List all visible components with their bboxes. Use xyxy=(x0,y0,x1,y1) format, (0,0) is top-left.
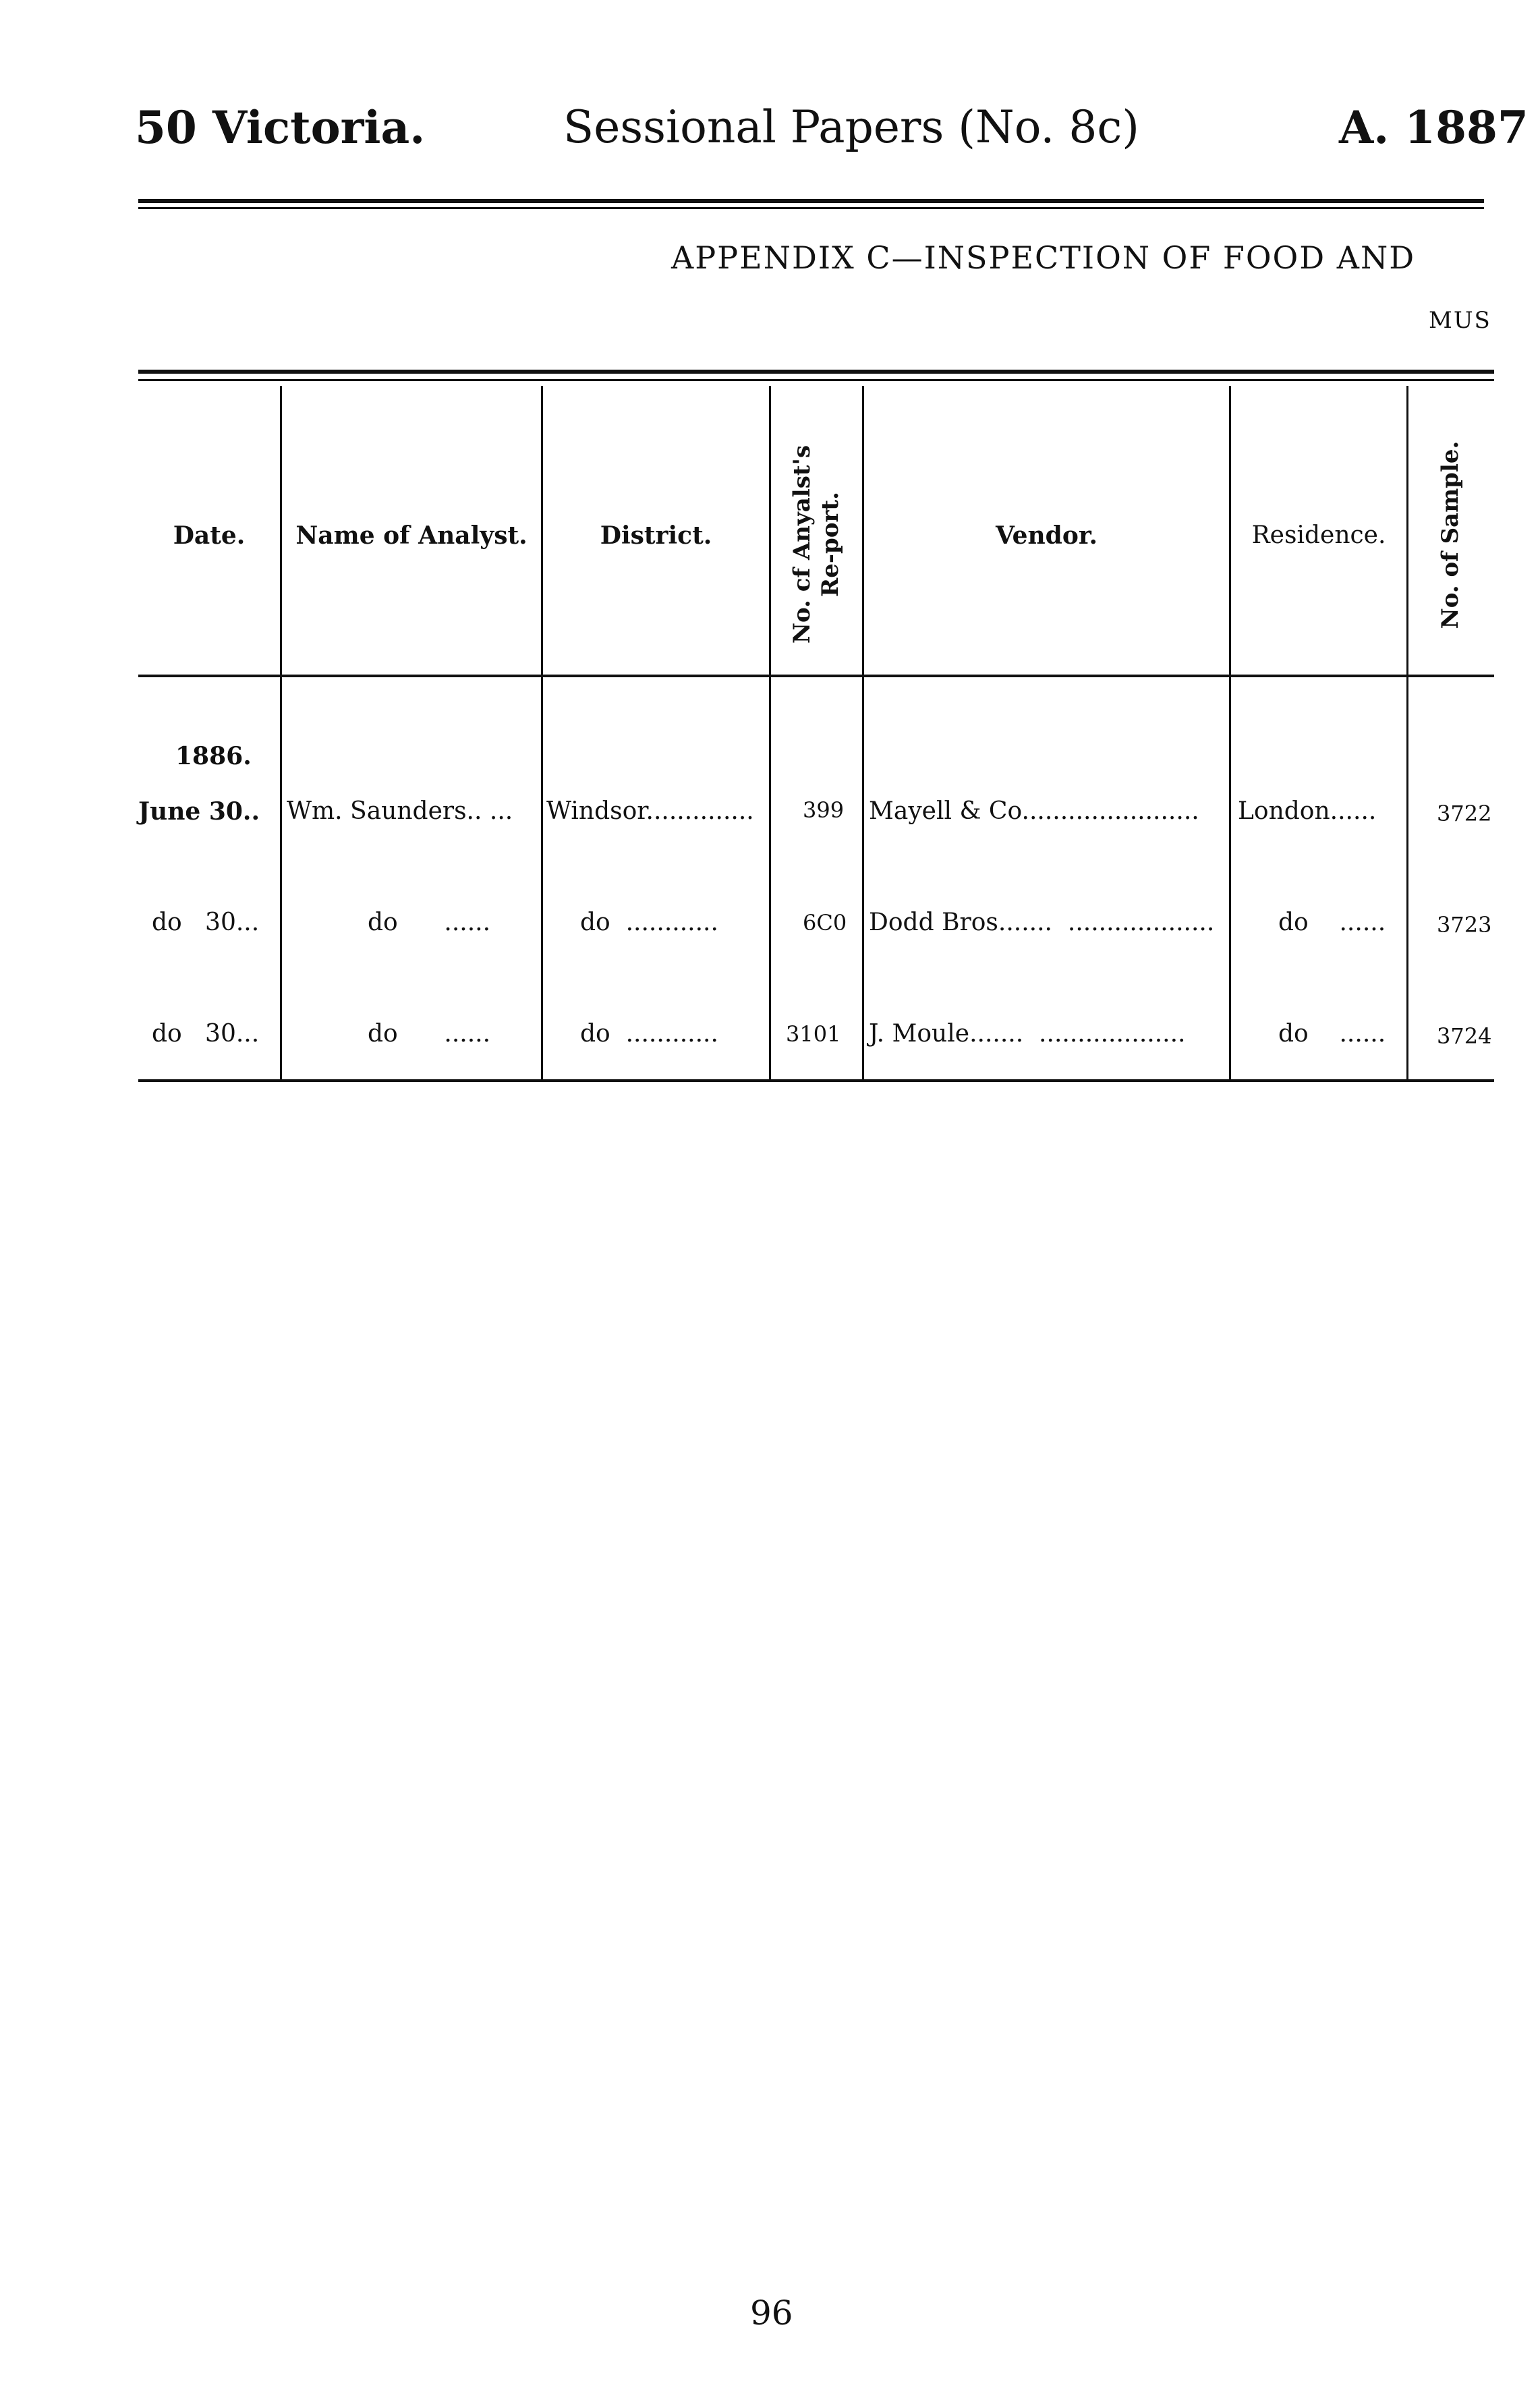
header-row-rule xyxy=(138,675,1494,677)
row3-vendor: J. Moule....... ................... xyxy=(869,1020,1186,1048)
row1-vendor: Mayell & Co....................... xyxy=(869,797,1199,825)
row1-date: June 30.. xyxy=(138,797,260,826)
page-number: 96 xyxy=(750,2293,793,2333)
col-divider-5 xyxy=(1229,386,1231,1081)
header-left: 50 Victoria. xyxy=(135,101,426,154)
row2-report: 6C0 xyxy=(803,910,847,936)
table-rule-top xyxy=(138,370,1494,374)
row2-date: do 30... xyxy=(152,909,260,936)
row2-analyst: do ...... xyxy=(368,909,491,936)
row2-residence: do ...... xyxy=(1278,909,1386,936)
header-rule-top xyxy=(138,199,1484,203)
row1-residence: London...... xyxy=(1238,797,1377,825)
header-rule-bottom xyxy=(138,207,1484,209)
table-rule-top-thin xyxy=(138,379,1494,381)
row3-residence: do ...... xyxy=(1278,1020,1386,1048)
col-divider-1 xyxy=(280,386,282,1081)
row3-district: do ............ xyxy=(580,1020,718,1048)
row1-analyst: Wm. Saunders.. ... xyxy=(287,797,513,825)
row1-report: 399 xyxy=(803,797,845,823)
col-header-date: Date. xyxy=(173,521,246,550)
col-divider-2 xyxy=(541,386,543,1081)
col-header-district: District. xyxy=(600,521,712,550)
col-divider-6 xyxy=(1406,386,1408,1081)
col-header-sample: No. of Sample. xyxy=(1437,440,1464,629)
year-label: 1886. xyxy=(175,742,252,770)
col-divider-4 xyxy=(862,386,864,1081)
header-center: Sessional Papers (No. 8c) xyxy=(563,101,1140,153)
col-header-vendor: Vendor. xyxy=(995,521,1098,550)
row2-sample: 3723 xyxy=(1437,912,1492,938)
row1-sample: 3722 xyxy=(1437,801,1492,826)
col-header-analyst: Name of Analyst. xyxy=(295,521,527,550)
appendix-subtitle: MUS xyxy=(1429,307,1491,334)
row2-vendor: Dodd Bros....... ................... xyxy=(869,909,1215,936)
row3-date: do 30... xyxy=(152,1020,260,1048)
table-rule-bottom xyxy=(138,1079,1494,1082)
appendix-title: APPENDIX C—INSPECTION OF FOOD AND xyxy=(671,239,1416,276)
row3-analyst: do ...... xyxy=(368,1020,491,1048)
col-header-report xyxy=(788,420,845,669)
row3-report: 3101 xyxy=(786,1021,841,1047)
header-right: A. 1887 xyxy=(1339,101,1529,154)
row3-sample: 3724 xyxy=(1437,1023,1492,1049)
col-header-report-text: No. cf Anyalst's Re-port. xyxy=(789,445,844,644)
row2-district: do ............ xyxy=(580,909,718,936)
col-header-residence: Residence. xyxy=(1251,521,1386,549)
col-divider-3 xyxy=(769,386,771,1081)
row1-district: Windsor.............. xyxy=(546,797,754,825)
